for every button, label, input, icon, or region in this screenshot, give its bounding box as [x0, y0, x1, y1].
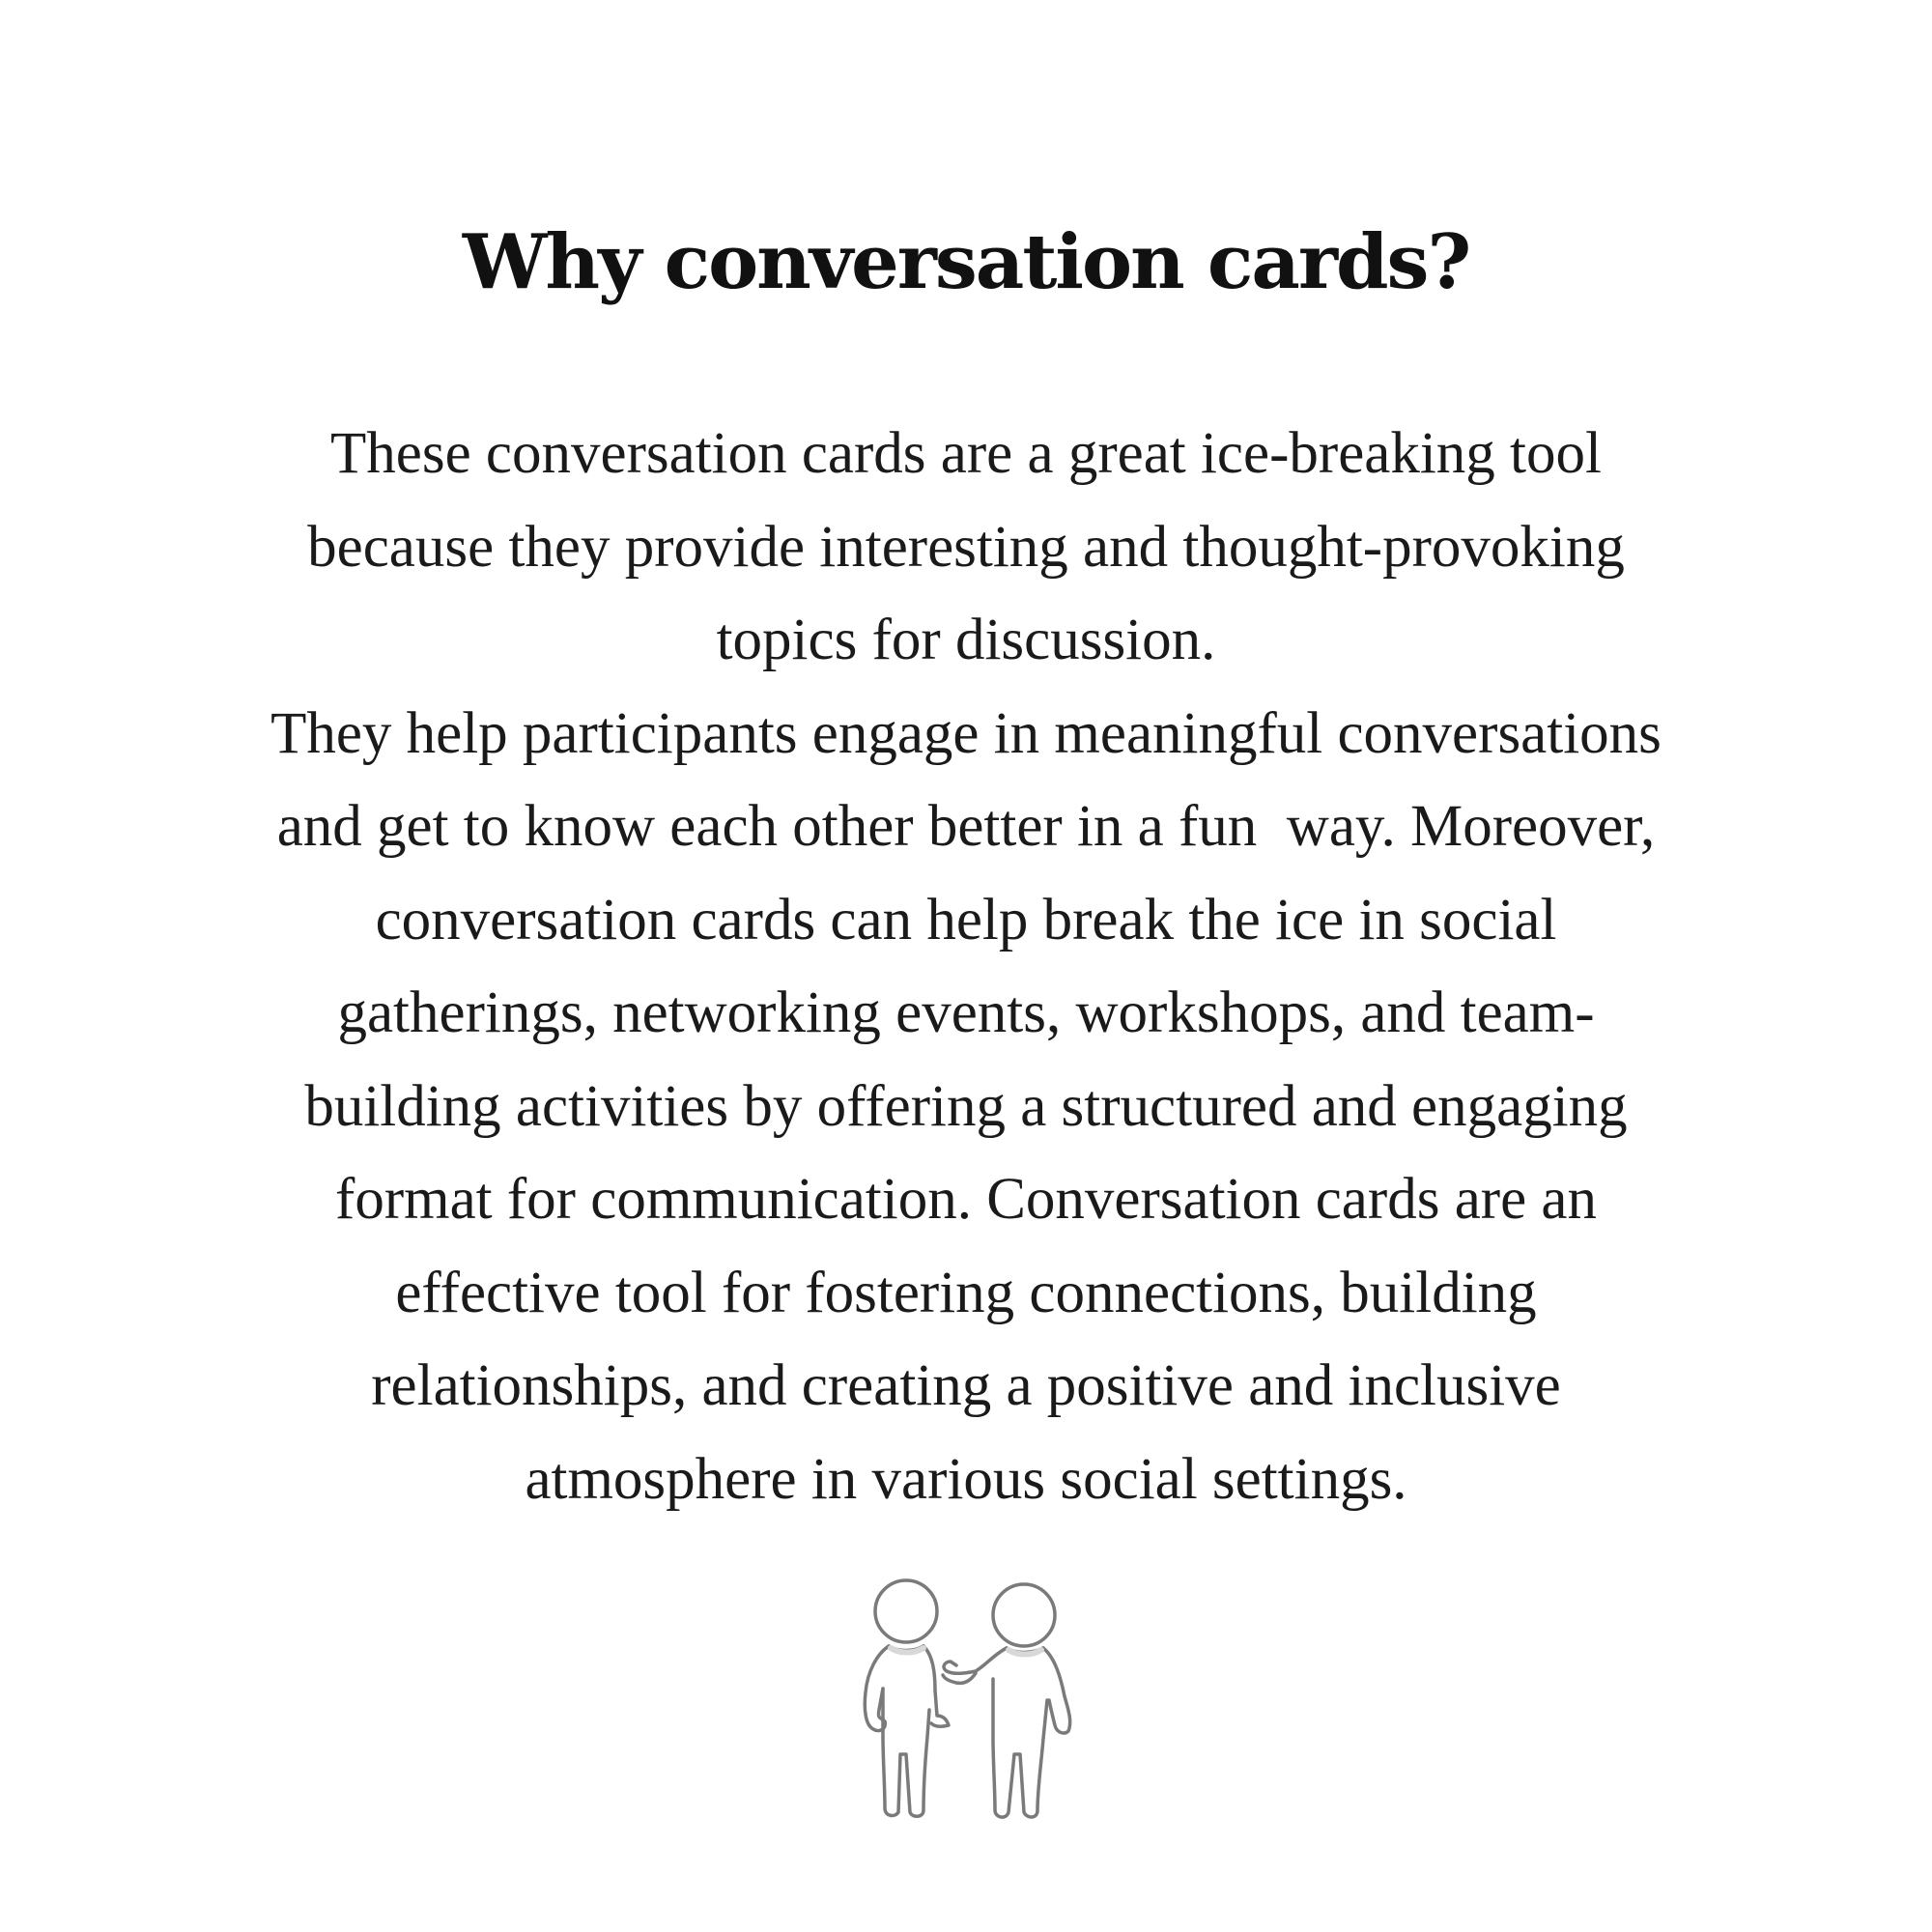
body-paragraph — [135, 408, 1797, 1526]
two-people-talking-icon — [840, 1565, 1092, 1826]
body-line: and get to know each other better in a fun way. Moreover, — [276, 794, 1656, 859]
body-line: effective tool for fostering connections, building — [395, 1260, 1537, 1325]
body-line: These conversation cards are a great ice-breaking tool — [330, 421, 1602, 486]
body-line: conversation cards can help break the ice in social — [375, 887, 1557, 952]
body-line: format for communication. Conversation cards are an — [335, 1167, 1597, 1232]
body-line: gatherings, networking events, workshops, and team- — [337, 980, 1595, 1045]
body-line: building activities by offering a structured and engaging — [304, 1073, 1628, 1139]
right-person-icon — [943, 1584, 1070, 1817]
body-line: relationships, and creating a positive and inclusive — [371, 1353, 1561, 1418]
body-line: because they provide interesting and thought-provoking — [307, 514, 1625, 580]
body-line: atmosphere in various social settings. — [525, 1446, 1407, 1512]
page-title: Why conversation cards? — [462, 218, 1470, 306]
body-line: They help participants engage in meaningful conversations — [270, 700, 1662, 766]
body-line: topics for discussion. — [716, 608, 1216, 672]
left-person-icon — [865, 1580, 949, 1816]
